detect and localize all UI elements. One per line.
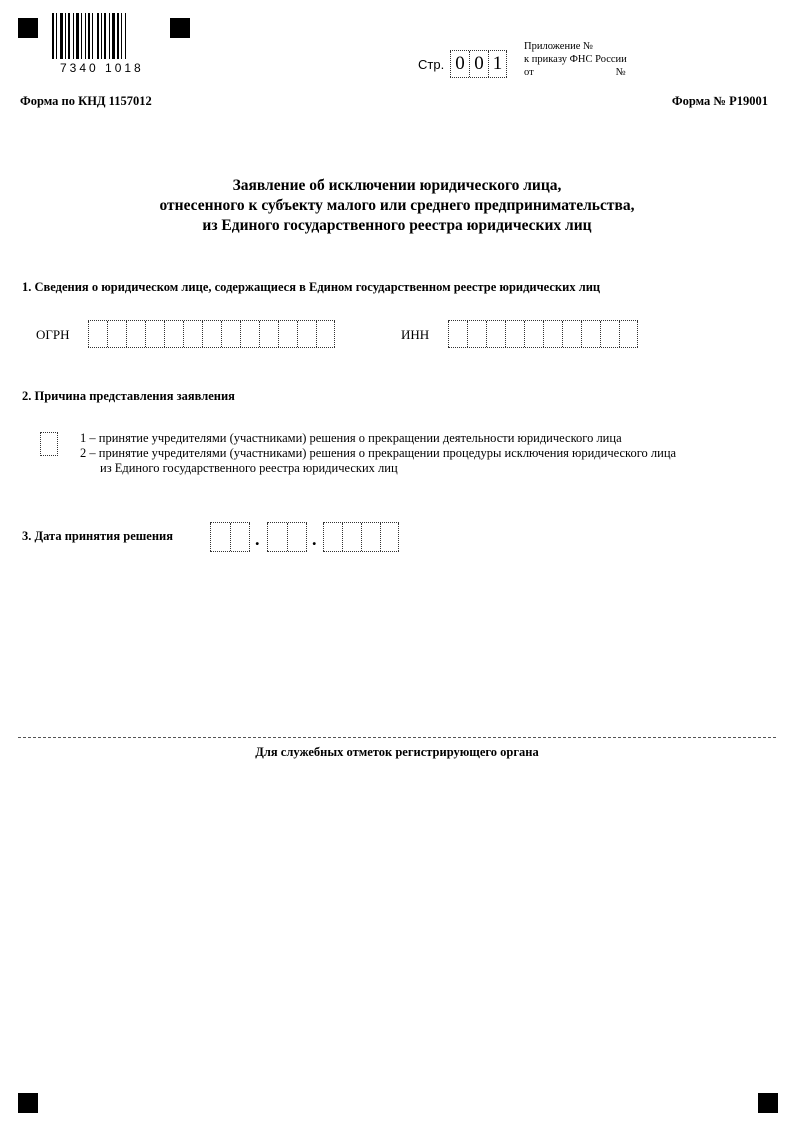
appendix-line-1: Приложение № <box>524 41 593 52</box>
appendix-line-2: к приказу ФНС России <box>524 54 627 65</box>
date-day-field[interactable] <box>210 522 250 552</box>
ogrn-cell <box>202 321 221 347</box>
barcode <box>52 13 160 59</box>
inn-cell <box>505 321 524 347</box>
page-number-cells[interactable] <box>450 50 507 78</box>
ogrn-field[interactable] <box>88 320 335 348</box>
inn-cell <box>562 321 581 347</box>
inn-cell <box>448 321 467 347</box>
ogrn-cell <box>126 321 145 347</box>
ogrn-cell <box>107 321 126 347</box>
ogrn-cell <box>183 321 202 347</box>
corner-marker-bottom-right <box>758 1093 778 1113</box>
ogrn-cell <box>240 321 259 347</box>
corner-marker-top-right <box>170 18 190 38</box>
inn-cell <box>600 321 619 347</box>
date-year-field[interactable] <box>323 522 399 552</box>
reason-option-1: 1 – принятие учредителями (участниками) решения о прекращении деятельности юридического лица <box>80 431 622 445</box>
ogrn-cell <box>164 321 183 347</box>
inn-field[interactable] <box>448 320 638 348</box>
ogrn-cell <box>278 321 297 347</box>
inn-cell <box>581 321 600 347</box>
page-label: Стр. <box>418 57 445 72</box>
document-title: Заявление об исключении юридического лица, отнесенного к субъекту малого или среднего предпринимательства, из Единого государственного реестра юридических лиц <box>159 177 635 234</box>
inn-cell <box>524 321 543 347</box>
appendix-note <box>524 40 627 79</box>
reason-option-2: 2 – принятие учредителями (участниками) решения о прекращении процедуры исключения юридического лица <box>80 446 677 460</box>
appendix-line-3: от № <box>524 67 626 78</box>
inn-cell <box>486 321 505 347</box>
date-separator-1: . <box>255 529 260 549</box>
page-digit-3: 1 <box>488 51 507 77</box>
date-month-field[interactable] <box>267 522 307 552</box>
date-separator-2: . <box>312 529 317 549</box>
ogrn-label: ОГРН <box>36 327 70 342</box>
form-knd: Форма по КНД 1157012 <box>20 94 152 108</box>
barcode-number: 7340 1018 <box>60 61 144 75</box>
inn-cell <box>619 321 638 347</box>
inn-label: ИНН <box>401 327 430 342</box>
section-2-heading: 2. Причина представления заявления <box>22 389 235 403</box>
reason-option-2-cont: из Единого государственного реестра юридических лиц <box>100 461 398 475</box>
service-marks-heading: Для служебных отметок регистрирующего органа <box>255 745 539 759</box>
page-digit-2: 0 <box>469 51 488 77</box>
corner-marker-top-left <box>18 18 38 38</box>
section-3-heading: 3. Дата принятия решения <box>22 529 174 543</box>
inn-cell <box>467 321 486 347</box>
inn-cell <box>543 321 562 347</box>
ogrn-cell <box>88 321 107 347</box>
service-divider <box>18 737 776 738</box>
ogrn-cell <box>316 321 335 347</box>
form-number: Форма № Р19001 <box>671 94 768 108</box>
ogrn-cell <box>145 321 164 347</box>
reason-options <box>80 431 676 476</box>
ogrn-cell <box>221 321 240 347</box>
corner-marker-bottom-left <box>18 1093 38 1113</box>
ogrn-cell <box>259 321 278 347</box>
ogrn-cell <box>297 321 316 347</box>
reason-code-field[interactable] <box>40 432 58 456</box>
section-1-heading: 1. Сведения о юридическом лице, содержащиеся в Едином государственном реестре юридических лиц <box>22 280 601 294</box>
page-digit-1: 0 <box>450 51 469 77</box>
